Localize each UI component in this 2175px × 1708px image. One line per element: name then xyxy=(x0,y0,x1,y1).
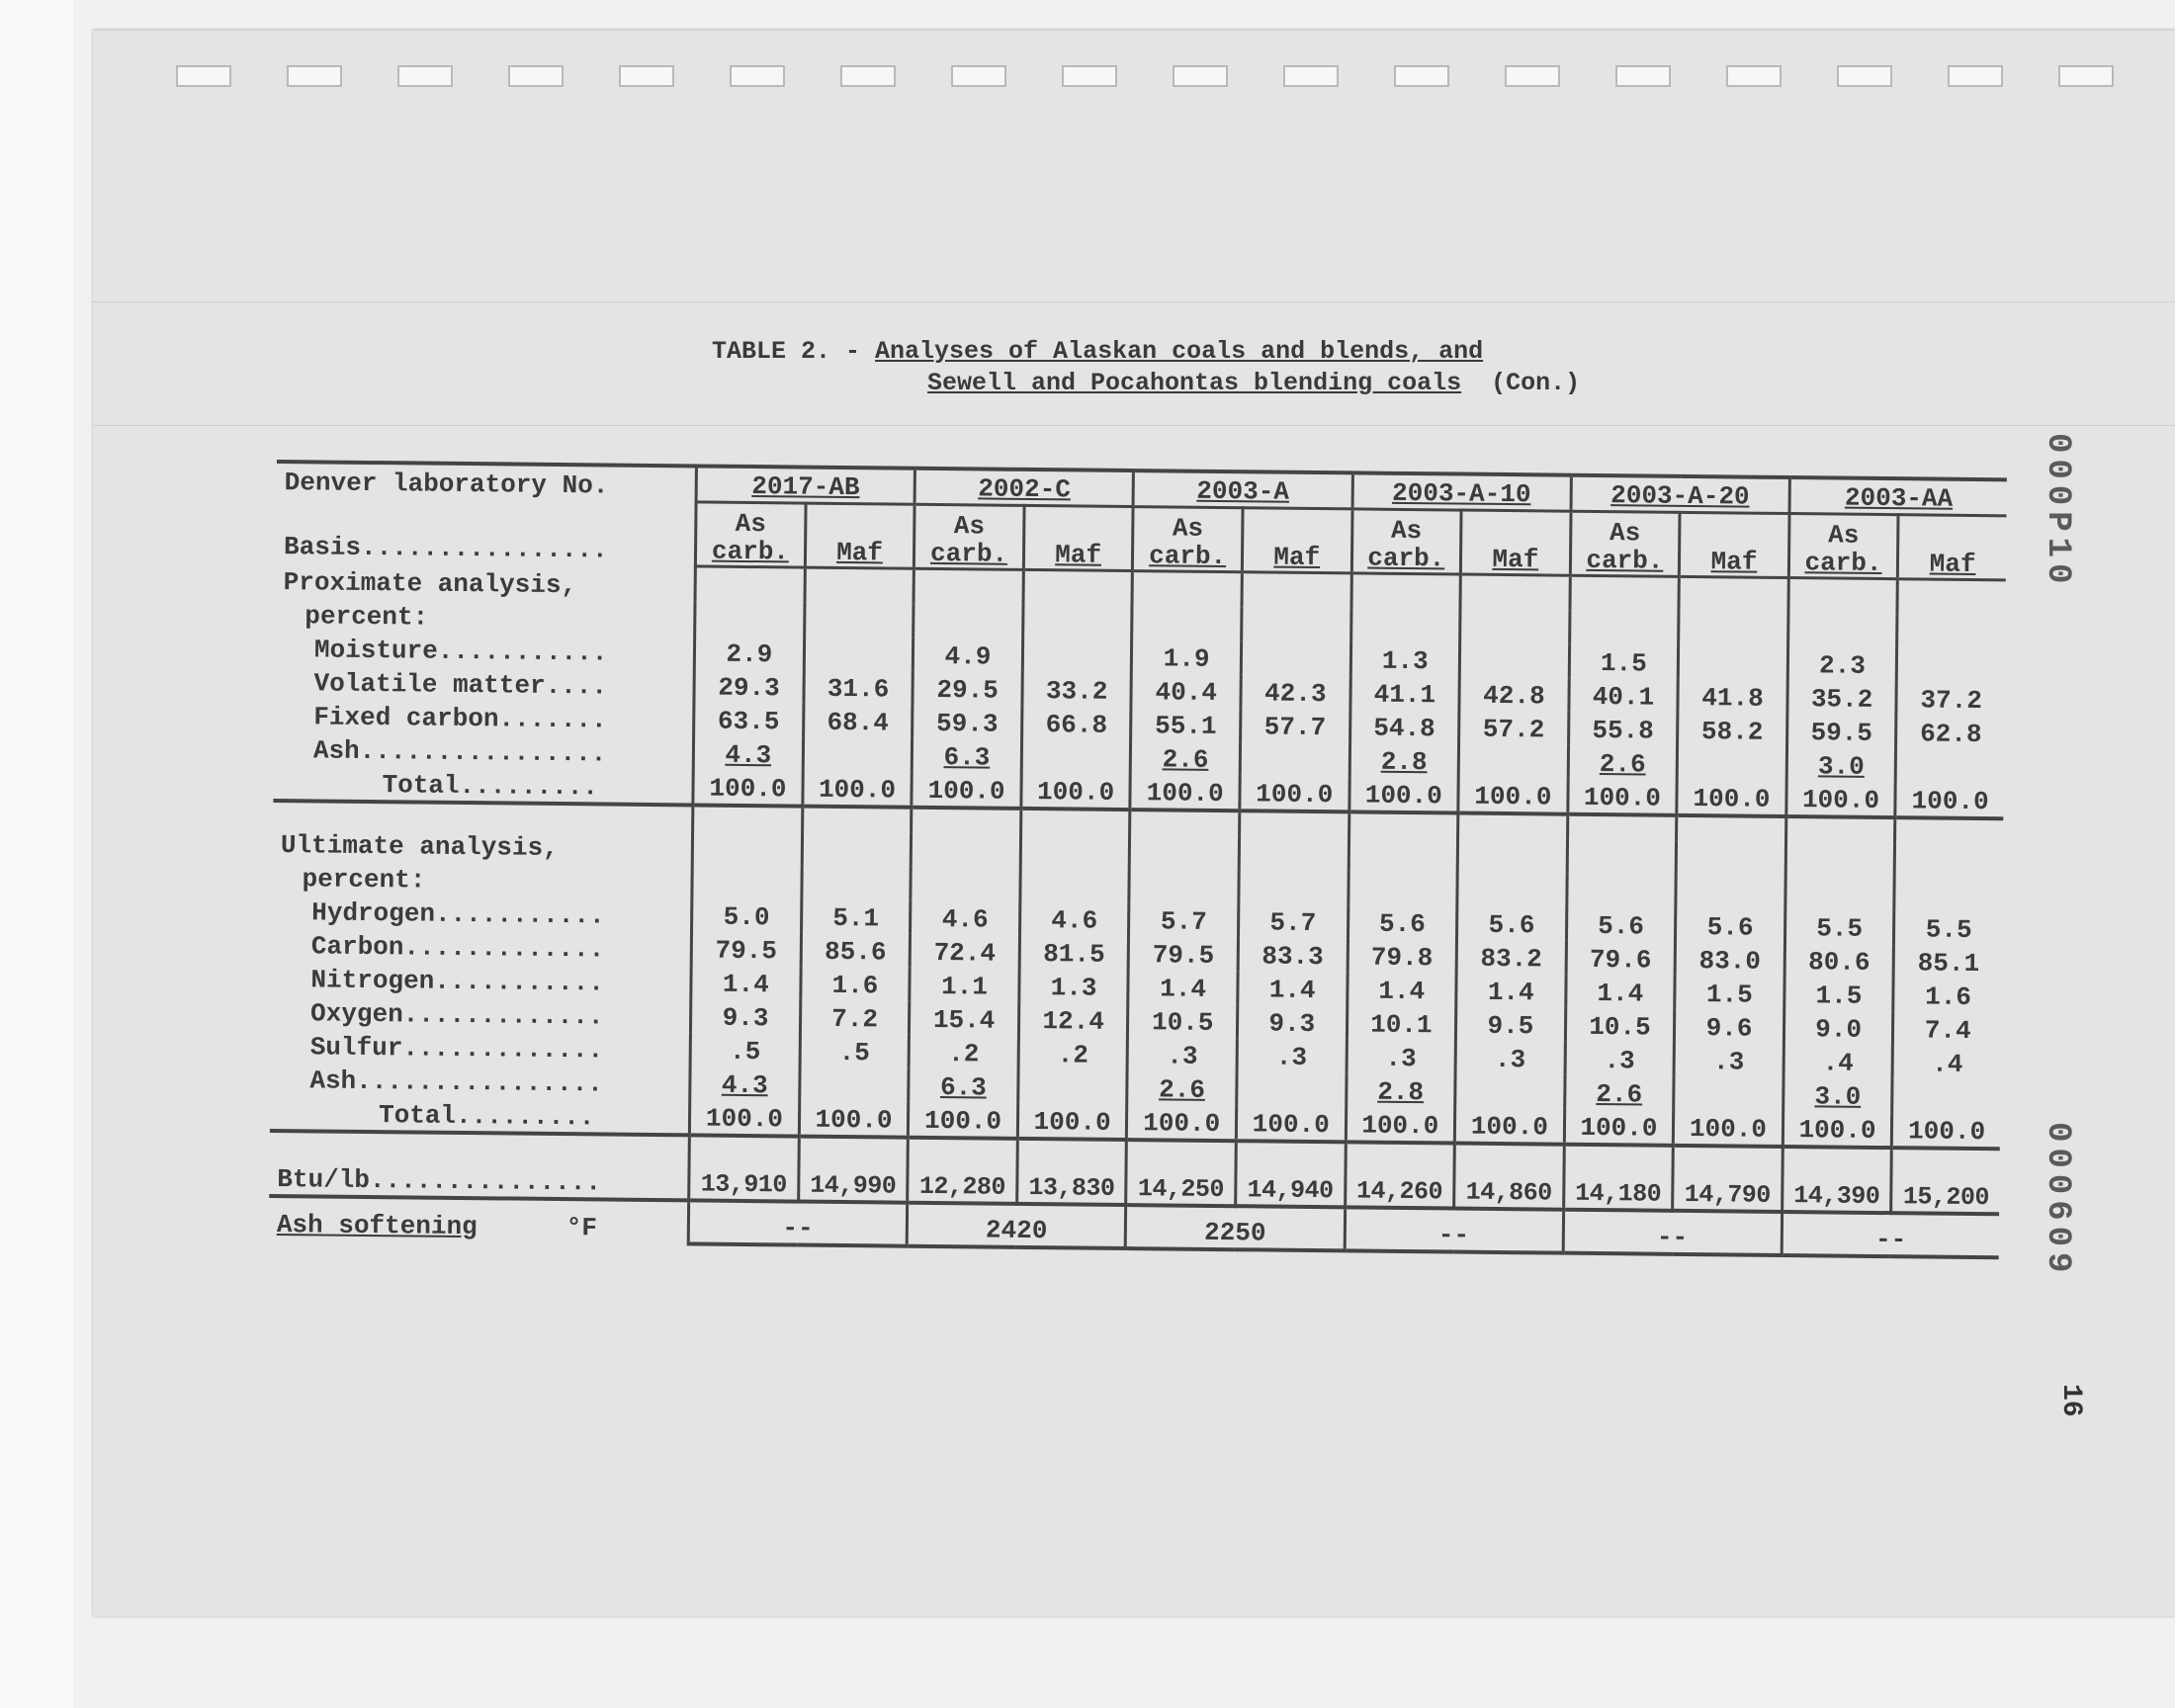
btu-cell: 12,280 xyxy=(908,1137,1017,1203)
perforation-hole xyxy=(730,65,785,87)
perforation-hole xyxy=(1615,65,1671,87)
total-cell: 100.0 xyxy=(1021,772,1131,809)
page-number: 16 xyxy=(2055,1384,2086,1417)
total-cell: 100.0 xyxy=(693,769,803,806)
value-cell: 2.6 xyxy=(1564,1074,1674,1109)
value-cell: 9.3 xyxy=(691,998,801,1033)
value-cell: 10.5 xyxy=(1565,1007,1675,1042)
value-cell: 1.1 xyxy=(910,967,1019,1001)
basis-maf: Maf xyxy=(1710,546,1758,577)
value-cell: 2.6 xyxy=(1568,744,1678,779)
value-cell: 58.2 xyxy=(1678,712,1787,746)
value-cell: 72.4 xyxy=(910,933,1019,968)
basis-carb: carb. xyxy=(929,538,1008,569)
perforation-row xyxy=(176,65,2153,105)
total-cell: 100.0 xyxy=(1348,776,1458,812)
value-cell: 2.6 xyxy=(1131,740,1241,775)
lab-id: 2003-A xyxy=(1133,470,1351,508)
value-cell xyxy=(1458,743,1568,778)
perforation-hole xyxy=(397,65,453,87)
value-cell: 59.3 xyxy=(913,704,1022,738)
value-cell xyxy=(799,1067,909,1101)
value-cell xyxy=(1237,1071,1347,1106)
fold-line xyxy=(93,301,2175,302)
value-cell: 35.2 xyxy=(1787,680,1897,715)
total-cell: 100.0 xyxy=(1564,1108,1674,1145)
basis-as: As xyxy=(1828,519,1860,551)
value-cell: 83.0 xyxy=(1675,941,1784,976)
basis-maf-cell xyxy=(1242,507,1351,572)
perforation-hole xyxy=(951,65,1006,87)
value-cell: 5.0 xyxy=(692,897,802,932)
ash-softening-value: -- xyxy=(688,1200,908,1245)
value-cell: 33.2 xyxy=(1022,671,1132,706)
btu-cell: 14,790 xyxy=(1673,1145,1783,1211)
basis-maf: Maf xyxy=(1055,539,1102,570)
value-cell xyxy=(1677,745,1786,780)
value-cell: 85.1 xyxy=(1893,944,2002,979)
perforation-hole xyxy=(1283,65,1339,87)
title-suffix: (Con.) xyxy=(1491,369,1581,397)
proximate-heading: Proximate analysis, xyxy=(283,566,577,600)
lab-id: 2003-A-20 xyxy=(1571,475,1789,513)
value-cell: 41.1 xyxy=(1349,675,1459,710)
value-cell: 10.1 xyxy=(1347,1005,1456,1040)
value-cell xyxy=(804,636,914,670)
value-cell: 42.3 xyxy=(1241,674,1350,709)
btu-cell: 13,830 xyxy=(1017,1138,1127,1204)
value-cell: 5.6 xyxy=(1348,904,1457,939)
perforation-hole xyxy=(2058,65,2114,87)
proximate-row-label: Volatile matter.... xyxy=(313,667,608,702)
value-cell: 1.5 xyxy=(1784,976,1894,1010)
btu-cell: 13,910 xyxy=(689,1135,799,1201)
scan-margin xyxy=(0,0,73,1708)
value-cell: 2.3 xyxy=(1787,646,1897,681)
value-cell: .5 xyxy=(800,1033,910,1068)
value-cell: 62.8 xyxy=(1896,715,2005,749)
basis-as-carb-cell xyxy=(914,504,1024,569)
value-cell: 5.7 xyxy=(1129,902,1239,937)
total-cell: 100.0 xyxy=(1674,1109,1784,1146)
title-line2: Sewell and Pocahontas blending coals xyxy=(927,369,1462,397)
basis-as: As xyxy=(953,510,986,542)
value-cell: 79.6 xyxy=(1566,940,1676,975)
value-cell: 1.4 xyxy=(1238,971,1348,1005)
btu-cell: 14,940 xyxy=(1236,1141,1346,1207)
total-cell: 100.0 xyxy=(803,770,913,807)
value-cell: 40.4 xyxy=(1131,673,1241,708)
perforation-hole xyxy=(1173,65,1228,87)
value-cell: 1.4 xyxy=(1456,973,1566,1007)
header-label: Denver laboratory No. xyxy=(277,462,697,501)
perforation-hole xyxy=(1948,65,2003,87)
value-cell xyxy=(1678,644,1787,679)
basis-as: As xyxy=(735,508,767,539)
lab-id: 2003-A-10 xyxy=(1352,472,1571,510)
total-cell: 100.0 xyxy=(1783,1110,1892,1147)
value-cell: 1.4 xyxy=(691,965,801,999)
ash-softening-unit: °F xyxy=(566,1212,598,1242)
total-cell: 100.0 xyxy=(1892,1112,2001,1149)
title-line1: Analyses of Alaskan coals and blends, and xyxy=(875,337,1484,366)
btu-label: Btu/lb............... xyxy=(269,1130,689,1199)
perforation-hole xyxy=(1505,65,1560,87)
basis-as-carb-cell xyxy=(1788,513,1898,578)
basis-carb: carb. xyxy=(1586,545,1664,576)
total-cell: 100.0 xyxy=(1454,1107,1564,1144)
perforation-hole xyxy=(840,65,896,87)
value-cell xyxy=(1018,1068,1128,1103)
total-label: Total......... xyxy=(270,1094,690,1134)
value-cell: 2.6 xyxy=(1127,1070,1237,1105)
value-cell: 4.6 xyxy=(1019,900,1129,935)
total-cell: 100.0 xyxy=(690,1099,800,1136)
value-cell xyxy=(1021,738,1131,773)
table-title xyxy=(712,336,1681,399)
value-cell: 2.8 xyxy=(1349,742,1459,777)
ultimate-subheading: percent: xyxy=(302,863,426,896)
btu-cell: 14,990 xyxy=(798,1136,908,1202)
value-cell: 6.3 xyxy=(913,737,1022,772)
basis-maf-cell xyxy=(805,503,914,568)
total-cell: 100.0 xyxy=(1458,777,1568,813)
value-cell: 79.5 xyxy=(1129,936,1239,971)
value-cell: 1.5 xyxy=(1675,975,1784,1009)
value-cell: 10.5 xyxy=(1128,1003,1238,1038)
value-cell xyxy=(1240,741,1349,776)
value-cell: 42.8 xyxy=(1459,676,1569,711)
value-cell: 5.5 xyxy=(1894,910,2003,945)
basis-maf: Maf xyxy=(1929,549,1976,579)
ultimate-row-label: Hydrogen........... xyxy=(311,897,605,930)
btu-cell: 14,260 xyxy=(1345,1142,1454,1208)
value-cell xyxy=(1892,1078,2001,1113)
basis-carb: carb. xyxy=(1804,547,1882,578)
value-cell: 2.9 xyxy=(694,635,804,669)
value-cell: 15.4 xyxy=(910,1000,1019,1035)
basis-maf-cell xyxy=(1460,510,1570,575)
value-cell: 54.8 xyxy=(1349,709,1459,743)
perforation-hole xyxy=(287,65,342,87)
value-cell: 66.8 xyxy=(1021,705,1131,739)
value-cell: 55.1 xyxy=(1131,707,1241,741)
value-cell: 7.4 xyxy=(1893,1011,2002,1046)
title-prefix: TABLE 2. - xyxy=(712,337,876,366)
perforation-hole xyxy=(619,65,674,87)
value-cell: 1.4 xyxy=(1128,970,1238,1004)
value-cell: 29.3 xyxy=(694,668,804,703)
basis-maf: Maf xyxy=(1273,542,1321,572)
ultimate-heading: Ultimate analysis, xyxy=(280,829,559,863)
value-cell: 5.7 xyxy=(1238,903,1348,938)
value-cell xyxy=(1241,640,1350,675)
value-cell: .3 xyxy=(1237,1038,1347,1072)
ultimate-row-label: Nitrogen........... xyxy=(310,964,605,997)
basis-maf: Maf xyxy=(1492,544,1539,574)
total-cell: 100.0 xyxy=(1130,774,1240,811)
basis-carb: carb. xyxy=(1367,543,1445,573)
fold-line xyxy=(93,425,2175,426)
value-cell: 6.3 xyxy=(909,1068,1018,1102)
value-cell: 79.8 xyxy=(1348,938,1457,973)
value-cell xyxy=(1896,748,2005,783)
value-cell: 57.7 xyxy=(1241,708,1350,742)
value-cell: .4 xyxy=(1784,1043,1893,1077)
ultimate-row-label: Sulfur............. xyxy=(309,1031,604,1065)
value-cell: 4.6 xyxy=(911,899,1020,934)
value-cell: 81.5 xyxy=(1019,934,1129,969)
value-cell: 5.6 xyxy=(1566,906,1676,941)
ash-softening-value: -- xyxy=(1563,1209,1783,1254)
ash-softening-value: -- xyxy=(1345,1207,1564,1252)
ultimate-row-label: Oxygen............. xyxy=(309,997,604,1031)
perforation-hole xyxy=(1062,65,1117,87)
basis-as-carb-cell xyxy=(1570,511,1680,576)
basis-maf-cell xyxy=(1023,505,1133,570)
value-cell: 5.1 xyxy=(801,898,911,933)
total-cell: 100.0 xyxy=(909,1101,1018,1138)
value-cell: .3 xyxy=(1565,1041,1675,1075)
btu-cell: 14,250 xyxy=(1126,1140,1236,1206)
basis-maf-cell xyxy=(1680,512,1789,577)
basis-as: As xyxy=(1609,517,1641,548)
basis-as-carb-cell xyxy=(1351,508,1461,573)
value-cell: 4.3 xyxy=(690,1066,800,1100)
value-cell: 79.5 xyxy=(691,931,801,966)
lab-id: 2002-C xyxy=(914,469,1133,506)
basis-maf: Maf xyxy=(835,537,884,567)
value-cell: 1.9 xyxy=(1132,640,1242,674)
value-cell xyxy=(1459,642,1569,677)
perforation-hole xyxy=(508,65,564,87)
total-cell: 100.0 xyxy=(1240,775,1349,811)
total-cell: 100.0 xyxy=(1786,781,1896,817)
value-cell: 83.2 xyxy=(1456,939,1566,974)
basis-carb: carb. xyxy=(711,536,790,566)
side-code-top: 000P10 xyxy=(2039,433,2076,590)
basis-maf-cell xyxy=(1898,514,2007,579)
value-cell: 85.6 xyxy=(801,932,911,967)
basis-label: Basis................ xyxy=(283,532,608,565)
btu-cell: 14,180 xyxy=(1563,1144,1673,1210)
analysis-table xyxy=(269,460,2007,1259)
value-cell: 4.3 xyxy=(693,735,803,770)
value-cell: 1.3 xyxy=(1350,641,1460,676)
side-code-bottom: 000609 xyxy=(2039,1122,2076,1279)
value-cell: 63.5 xyxy=(694,702,804,736)
value-cell: 1.6 xyxy=(1893,978,2002,1012)
proximate-subheading: percent: xyxy=(304,600,429,633)
total-cell: 100.0 xyxy=(912,771,1021,808)
total-cell: 100.0 xyxy=(1895,782,2004,818)
value-cell: 57.2 xyxy=(1459,710,1569,744)
lab-id: 2017-AB xyxy=(696,466,914,503)
ash-softening-label: Ash softening xyxy=(276,1209,478,1241)
sheet-edge xyxy=(93,30,2175,31)
total-cell: 100.0 xyxy=(799,1100,909,1137)
value-cell: .4 xyxy=(1892,1045,2001,1079)
value-cell: 1.4 xyxy=(1565,974,1675,1008)
total-cell: 100.0 xyxy=(1677,779,1786,815)
btu-cell: 15,200 xyxy=(1891,1148,2000,1214)
value-cell: 3.0 xyxy=(1783,1076,1892,1111)
value-cell xyxy=(803,736,913,771)
ash-softening-value: -- xyxy=(1782,1211,1999,1256)
value-cell: 37.2 xyxy=(1896,681,2005,716)
value-cell: 29.5 xyxy=(913,670,1022,705)
ash-softening-label-cell xyxy=(269,1195,689,1242)
value-cell: 68.4 xyxy=(803,703,913,737)
basis-carb: carb. xyxy=(1149,540,1227,571)
btu-cell: 14,860 xyxy=(1454,1143,1564,1209)
value-cell: .5 xyxy=(690,1032,800,1067)
value-cell: 1.3 xyxy=(1019,968,1129,1002)
proximate-row-label: Fixed carbon....... xyxy=(313,701,607,735)
value-cell: 2.8 xyxy=(1346,1072,1455,1107)
value-cell xyxy=(1897,647,2006,682)
value-cell: .3 xyxy=(1674,1042,1784,1076)
ash-softening-value: 2250 xyxy=(1126,1205,1346,1250)
value-cell: 31.6 xyxy=(804,669,914,704)
total-cell: 100.0 xyxy=(1017,1102,1127,1139)
value-cell: 9.0 xyxy=(1784,1009,1893,1044)
value-cell: 9.6 xyxy=(1675,1008,1784,1043)
value-cell: 9.3 xyxy=(1237,1004,1347,1039)
value-cell: 12.4 xyxy=(1018,1001,1128,1036)
value-cell: 1.5 xyxy=(1569,643,1679,678)
value-cell: .2 xyxy=(1018,1035,1128,1069)
proximate-row-label: Moisture........... xyxy=(313,634,608,668)
perforation-hole xyxy=(1394,65,1449,87)
lab-id: 2003-AA xyxy=(1789,477,2007,515)
value-cell: 3.0 xyxy=(1786,747,1896,782)
basis-as-carb-cell xyxy=(1133,506,1243,571)
value-cell: 4.9 xyxy=(914,637,1023,671)
value-cell: 5.6 xyxy=(1676,907,1785,942)
btu-cell: 14,390 xyxy=(1782,1146,1891,1212)
proximate-row-label: Ash................ xyxy=(312,734,607,769)
total-cell: 100.0 xyxy=(1127,1104,1237,1141)
value-cell: 55.8 xyxy=(1568,711,1678,745)
value-cell: 41.8 xyxy=(1678,678,1787,713)
value-cell xyxy=(1674,1075,1784,1110)
basis-as: As xyxy=(1390,515,1423,546)
value-cell: .3 xyxy=(1127,1037,1237,1071)
value-cell: 1.4 xyxy=(1347,972,1456,1006)
value-cell: 5.5 xyxy=(1784,909,1894,944)
value-cell: 9.5 xyxy=(1456,1006,1566,1041)
basis-as-carb-cell xyxy=(696,501,806,566)
ultimate-row-label: Ash................ xyxy=(309,1065,604,1098)
value-cell: 40.1 xyxy=(1569,677,1679,712)
perforation-hole xyxy=(1726,65,1782,87)
value-cell: 5.6 xyxy=(1457,905,1567,940)
value-cell: .3 xyxy=(1455,1040,1565,1074)
value-cell xyxy=(1455,1073,1565,1108)
total-cell: 100.0 xyxy=(1567,778,1677,814)
value-cell: 83.3 xyxy=(1238,937,1348,972)
ash-softening-value: 2420 xyxy=(907,1202,1126,1247)
total-label: Total......... xyxy=(273,764,693,804)
ultimate-row-label: Carbon............. xyxy=(310,930,605,964)
perforation-hole xyxy=(176,65,231,87)
perforation-hole xyxy=(1837,65,1892,87)
value-cell xyxy=(1022,638,1132,672)
value-cell: .2 xyxy=(909,1034,1018,1068)
value-cell: 80.6 xyxy=(1784,942,1894,977)
value-cell: 1.6 xyxy=(801,966,911,1000)
total-cell: 100.0 xyxy=(1346,1106,1455,1143)
value-cell: 7.2 xyxy=(800,999,910,1034)
basis-as: As xyxy=(1172,512,1204,544)
value-cell: 59.5 xyxy=(1786,714,1896,748)
total-cell: 100.0 xyxy=(1236,1105,1346,1142)
value-cell: .3 xyxy=(1347,1039,1456,1073)
